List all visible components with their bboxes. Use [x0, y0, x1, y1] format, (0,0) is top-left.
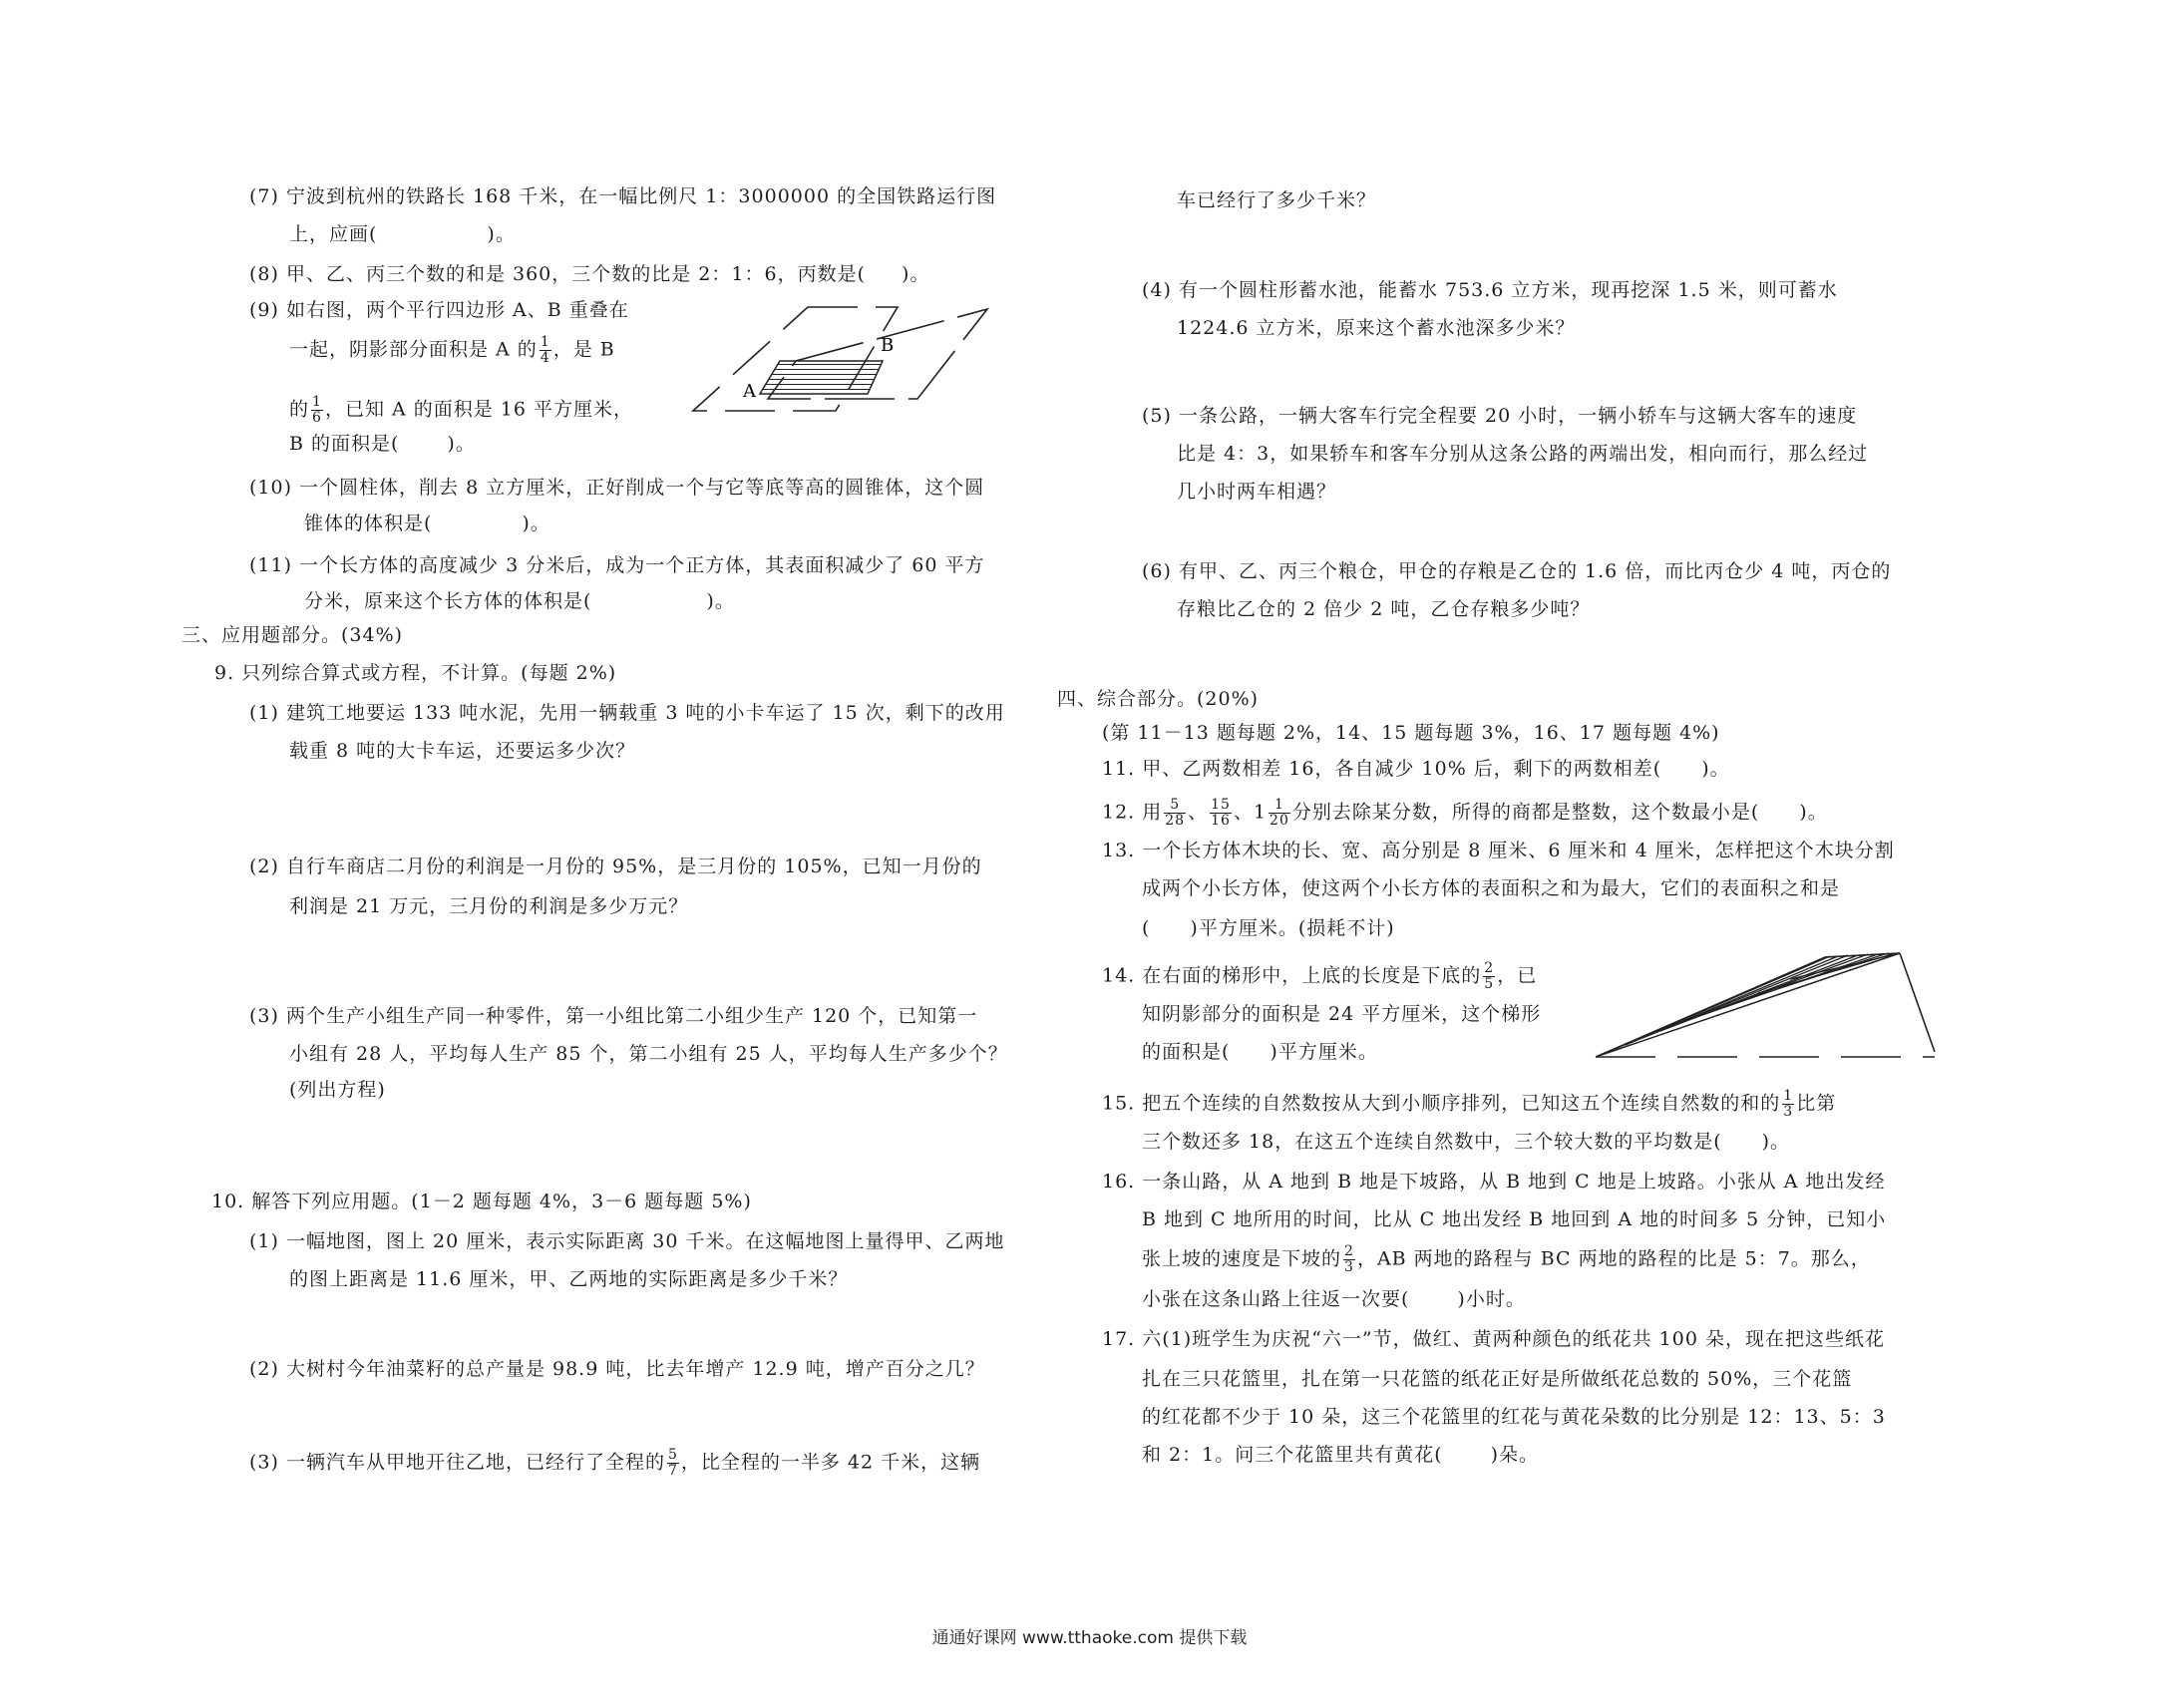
q9-line3: [289, 395, 633, 426]
q14-line1-pre: 14. 在右面的梯形中，上底的长度是下底的: [1102, 964, 1482, 987]
q7-line2-post: )。: [487, 223, 516, 245]
q13-line3: ( )平方厘米。(损耗不计): [1142, 917, 1395, 939]
q17-line4-pre: 和 2：1。问三个花篮里共有黄花(: [1142, 1444, 1443, 1466]
q7-line2: [289, 221, 516, 247]
q12-pre: 12. 用: [1102, 801, 1163, 824]
q16-line3-post: ，AB 两地的路程与 BC 两地的路程的比是 5：7。那么，: [1356, 1247, 1871, 1270]
q9-line2-pre: 一起，阴影部分面积是 A 的: [289, 338, 538, 361]
p10-s3-fraction: $\frac{5}{7}$: [667, 1447, 678, 1479]
p10-s3-pre: (3) 一辆汽车从甲地开往乙地，已经行了全程的: [249, 1451, 665, 1474]
p10-s3-line2: 车已经行了多少千米？: [1177, 189, 1377, 211]
q12-fraction-2: $\frac{15}{16}$: [1211, 797, 1231, 829]
q17-line3: 的红花都不少于 10 朵，这三个花篮里的红花与黄花朵数的比分别是 12：13、5：3: [1142, 1406, 1886, 1428]
q9-line4-pre: B 的面积是(: [289, 433, 400, 455]
q12-fraction-3: $\frac{1}{20}$: [1270, 797, 1289, 829]
p9-s1-line1: (1) 建筑工地要运 133 吨水泥，先用一辆载重 3 吨的小卡车运了 15 次，剩下的改用: [249, 702, 1005, 724]
p10-s5-line1: (5) 一条公路，一辆大客车行完全程要 20 小时，一辆小轿车与这辆大客车的速度: [1142, 405, 1858, 427]
q9-line3-pre: 的: [289, 398, 310, 421]
q17-line2: 扎在三只花篮里，扎在第一只花篮的纸花正好是所做纸花总数的 50%，三个花篮: [1142, 1368, 1853, 1390]
q11-left-line1: (11) 一个长方体的高度减少 3 分米后，成为一个正方体，其表面积减少了 60 平方: [249, 554, 985, 576]
q16-line4-pre: 小张在这条山路上往返一次要(: [1142, 1288, 1410, 1310]
q13-line2: 成两个小长方体，使这两个小长方体的表面积之和为最大，它们的表面积之和是: [1142, 877, 1841, 899]
q9-line1: (9) 如右图，两个平行四边形 A、B 重叠在: [249, 299, 629, 321]
q15-line2: 三个数还多 18，在这五个连续自然数中，三个较大数的平均数是( )。: [1142, 1131, 1791, 1153]
q12-line: 12. 用 $\frac{5}{28}$ 、 $\frac{15}{16}$ 、1 $\frac{1}{20}$ 分别去除某分数，所得的商都是整数，这个数最小是( )。: [1102, 797, 1828, 829]
p9-s1-line2: 载重 8 吨的大卡车运，还要运多少次？: [289, 740, 636, 762]
q12-fraction-1: $\frac{5}{28}$: [1165, 797, 1186, 829]
q9-line2: [289, 335, 615, 366]
q11-right-post: )。: [1701, 758, 1730, 780]
q9-line4-post: )。: [447, 433, 476, 455]
p10-s3-post: ，比全程的一半多 42 千米，这辆: [680, 1451, 981, 1474]
q15-fraction: $\frac{1}{3}$: [1783, 1088, 1794, 1120]
q14-line2: 知阴影部分的面积是 24 平方厘米，这个梯形: [1142, 1003, 1542, 1025]
q10-line2-pre: 锥体的体积是(: [304, 512, 433, 534]
q11-right-line: [1102, 756, 1730, 782]
p10-s5-line3: 几小时两车相遇？: [1177, 481, 1337, 503]
q8-line: [249, 261, 929, 287]
q10-line2: [304, 511, 550, 536]
q10-line1: (10) 一个圆柱体，削去 8 立方厘米，正好削成一个与它等底等高的圆锥体，这个圆: [249, 477, 985, 499]
p10-s5-line2: 比是 4：3，如果轿车和客车分别从这条公路的两端出发，相向而行，那么经过: [1177, 443, 1869, 465]
q11-left-line2-pre: 分米，原来这个长方体的体积是(: [304, 590, 592, 612]
p10-s3-line1: [249, 1448, 980, 1479]
q17-line1: 17. 六(1)班学生为庆祝“六一”节，做红、黄两种颜色的纸花共 100 朵，现在把这些纸花: [1102, 1328, 1885, 1350]
q14-line3: 的面积是( )平方厘米。: [1142, 1041, 1378, 1063]
q7-line2-pre: 上，应画(: [289, 223, 378, 245]
p9-s3-line3: (列出方程): [289, 1079, 386, 1101]
section4-note: (第 11－13 题每题 2%，14、15 题每题 3%，16、17 题每题 4%): [1102, 722, 1720, 744]
p10-s6-line1: (6) 有甲、乙、丙三个粮仓，甲仓的存粮是乙仓的 1.6 倍，而比丙仓少 4 吨，丙仓的: [1142, 560, 1892, 582]
q16-line3-pre: 张上坡的速度是下坡的: [1142, 1247, 1342, 1270]
q13-line1: 13. 一个长方体木块的长、宽、高分别是 8 厘米、6 厘米和 4 厘米，怎样把这个木块分割: [1102, 840, 1895, 861]
figure-label-b: B: [881, 335, 895, 356]
p10-s1-line2: 的图上距离是 11.6 厘米，甲、乙两地的实际距离是多少千米？: [289, 1268, 849, 1290]
parallelogram-figure: [688, 299, 987, 424]
q16-line3: [1142, 1244, 1871, 1275]
q9-fraction-b: $\frac{1}{6}$: [312, 394, 322, 426]
p10-s1-line1: (1) 一幅地图，图上 20 厘米，表示实际距离 30 千米。在这幅地图上量得甲、乙两地: [249, 1230, 1005, 1252]
figure-label-a: A: [743, 381, 756, 402]
q9-line3-post: ，已知 A 的面积是 16 平方厘米，: [324, 398, 633, 421]
q9-line2-post: ，是 B: [552, 338, 615, 361]
q13-line3-post: )平方厘米。(损耗不计): [1190, 917, 1395, 939]
shaded-overlap-region: [760, 361, 883, 394]
p9-s3-line1: (3) 两个生产小组生产同一种零件，第一小组比第二小组少生产 120 个，已知第一: [249, 1005, 978, 1027]
q9-fraction-a: $\frac{1}{4}$: [540, 334, 550, 366]
q9-line4: [289, 431, 476, 457]
q15-line2-pre: 三个数还多 18，在这五个连续自然数中，三个较大数的平均数是(: [1142, 1131, 1722, 1153]
p9-s2-line2: 利润是 21 万元，三月份的利润是多少万元？: [289, 895, 689, 917]
p10-s6-line2: 存粮比乙仓的 2 倍少 2 吨，乙仓存粮多少吨？: [1177, 598, 1591, 620]
q15-line1-pre: 15. 把五个连续的自然数按从大到小顺序排列，已知这五个连续自然数的和的: [1102, 1092, 1781, 1115]
footer-download-note: 通通好课网 www.tthaoke.com 提供下载: [931, 1628, 1248, 1648]
q17-line4: 和 2：1。问三个花篮里共有黄花( )朵。: [1142, 1444, 1540, 1466]
q8-post: )。: [901, 263, 930, 285]
q11-left-line2-post: )。: [706, 590, 735, 612]
q16-line1: 16. 一条山路，从 A 地到 B 地是下坡路，从 B 地到 C 地是上坡路。小张从 A 地出发经: [1102, 1171, 1886, 1193]
p10-s4-line2: 1224.6 立方米，原来这个蓄水池深多少米？: [1177, 317, 1576, 339]
q16-fraction: $\frac{2}{3}$: [1344, 1243, 1354, 1275]
q10-line2-post: )。: [522, 512, 550, 534]
trapezoid-figure: [1591, 947, 1940, 1067]
q14-line3-post: )平方厘米。: [1270, 1041, 1378, 1063]
q15-line1: 15. 把五个连续的自然数按从大到小顺序排列，已知这五个连续自然数的和的 $\frac{1}{3}$ 比第: [1102, 1088, 1837, 1120]
p10-header: 10. 解答下列应用题。(1－2 题每题 4%，3－6 题每题 5%): [211, 1191, 752, 1212]
p10-s2-line1: (2) 大树村今年油菜籽的总产量是 98.9 吨，比去年增产 12.9 吨，增产百分之几？: [249, 1358, 985, 1380]
q8-text: (8) 甲、乙、丙三个数的和是 360，三个数的比是 2：1：6，丙数是(: [249, 263, 866, 285]
q12-post: 分别去除某分数，所得的商都是整数，这个数最小是(: [1291, 801, 1760, 824]
q7-line1: (7) 宁波到杭州的铁路长 168 千米，在一幅比例尺 1：3000000 的全国铁路运行图: [249, 185, 997, 207]
shaded-triangle: [1596, 953, 1900, 1057]
p9-s3-line2: 小组有 28 人，平均每人生产 85 个，第二小组有 25 人，平均每人生产多少个？: [289, 1043, 1008, 1065]
p9-s2-line1: (2) 自行车商店二月份的利润是一月份的 95%，是三月份的 105%，已知一月份的: [249, 855, 982, 877]
section4-heading: 四、综合部分。(20%): [1057, 688, 1260, 710]
q14-line1: 14. 在右面的梯形中，上底的长度是下底的 $\frac{2}{5}$ ，已: [1102, 960, 1538, 992]
section3-heading: 三、应用题部分。(34%): [182, 624, 404, 646]
p9-header: 9. 只列综合算式或方程，不计算。(每题 2%): [214, 662, 617, 684]
p10-s4-line1: (4) 有一个圆柱形蓄水池，能蓄水 753.6 立方米，现再挖深 1.5 米，则可蓄水: [1142, 279, 1838, 301]
q11-right-text: 11. 甲、乙两数相差 16，各自减少 10% 后，剩下的两数相差(: [1102, 758, 1662, 780]
q16-line4: 小张在这条山路上往返一次要( )小时。: [1142, 1288, 1526, 1310]
q16-line2: B 地到 C 地所用的时间，比从 C 地出发经 B 地回到 A 地的时间多 5 分钟，已知小: [1142, 1208, 1887, 1230]
q11-left-line2: [304, 588, 735, 614]
q14-fraction: $\frac{2}{5}$: [1484, 960, 1495, 992]
